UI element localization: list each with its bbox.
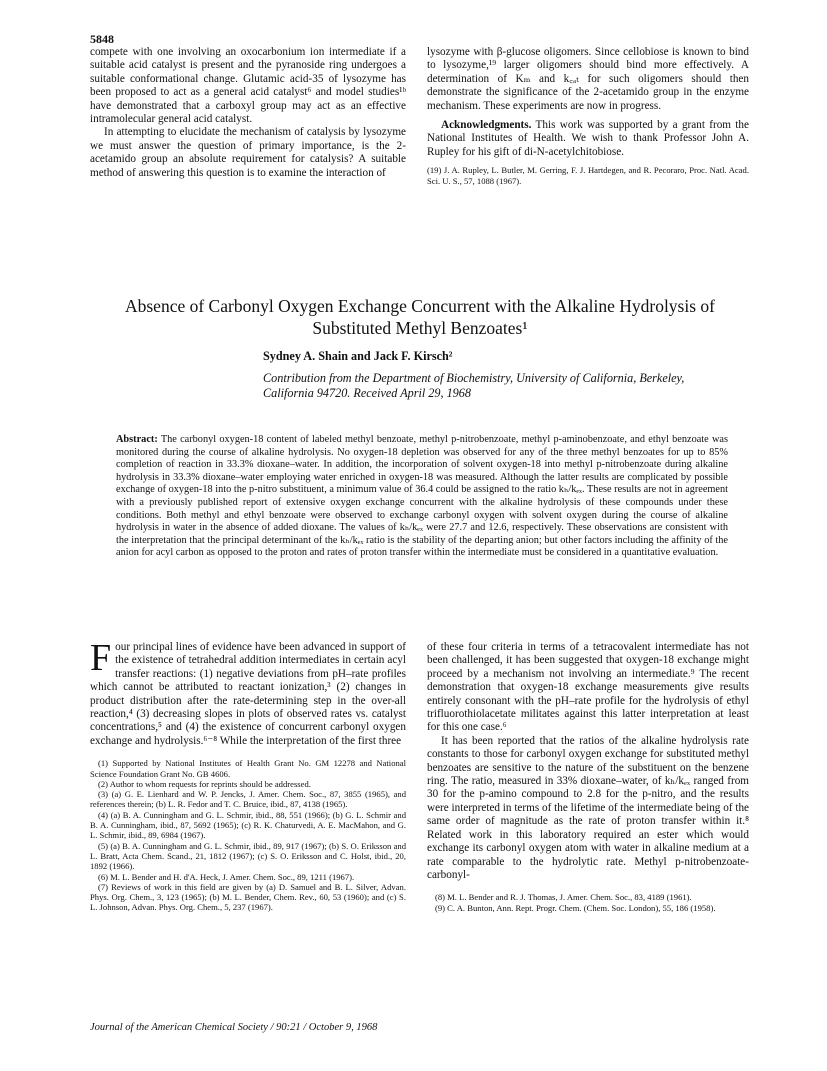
authors: Sydney A. Shain and Jack F. Kirsch² [263, 349, 453, 363]
abstract-label: Abstract: [116, 434, 158, 445]
body-right-column [427, 641, 749, 913]
paragraph: lysozyme with β-glucose oligomers. Since cellobiose is known to bind to lysozyme,¹⁹ larger oligomers should bind more effectively. A determination of Kₘ and k꜀ₐₜ for such oligomers should then demonstrate the significance of the 2-acetamido group in the enzyme mechanism. These experiments are now in progress. [427, 46, 749, 112]
footnotes-right [427, 892, 749, 913]
footnote: (5) (a) B. A. Cunningham and G. L. Schmir, ibid., 89, 917 (1967); (b) S. O. Eriksson and L. Bratt, Acta Chem. Scand., 21, 1812 (1967); (c) S. O. Eriksson and C. Holst, ibid., 20, 1892 (1966). [90, 840, 406, 872]
paragraph: It has been reported that the ratios of the alkaline hydrolysis rate constants to those for carbonyl oxygen exchange for substituted methyl benzoates are sensitive to the nature of the substituent on the benzene ring. The ratio, measured in 33% dioxane–water, of kₕ/kₑₓ ranged from 30 for the p-amino compound to 2.8 for the p-nitro, and the results were interpreted in terms of the lifetime of the intermediate being of the same order of magnitude as the rate of proton transfer within it.⁸ Related work in this laboratory required an ester which would exchange its carbonyl oxygen atom with water in alkaline medium at a rate comparable to the hydrolytic rate. Methyl p-nitrobenzoate-carbonyl- [427, 734, 749, 881]
footnote: (8) M. L. Bender and R. J. Thomas, J. Amer. Chem. Soc., 83, 4189 (1961). [435, 892, 692, 903]
paragraph: compete with one involving an oxocarbonium ion intermediate if a suitable acid catalyst is present and the pyranoside ring undergoes a suitable conformational change. Glutamic acid-35 of lysozyme has been proposed to act as a general acid catalyst⁶ and model studies¹ᵇ have demonstrated that a carboxyl group may act as an effective intramolecular general acid catalyst. [90, 46, 406, 126]
abstract [116, 434, 728, 560]
footnote: (3) (a) G. E. Lienhard and W. P. Jencks, J. Amer. Chem. Soc., 87, 3855 (1965), and references therein; (b) L. R. Fedor and T. C. Bruice, ibid., 87, 4138 (1965). [90, 789, 406, 810]
footnotes-left [90, 758, 406, 912]
paragraph: of these four criteria in terms of a tetracovalent intermediate has not been challenged, it has been suggested that oxygen-18 exchange might proceed by a mechanism not involving an intermediate.⁹ The recent demonstration that oxygen-18 exchange measurements give results entirely consonant with the pH–rate profile for the hydrolysis of ethyl trifluorothiolacetate militates against this latter interpretation at least for this one case.⁶ [427, 641, 749, 734]
reference-19: (19) J. A. Rupley, L. Butler, M. Gerring, F. J. Hartdegen, and R. Pecoraro, Proc. Natl. Acad. Sci. U. S., 57, 1088 (1967). [427, 165, 749, 186]
paragraph: our principal lines of evidence have been advanced in support of the existence of tetrahedral addition intermediates in certain acyl transfer reactions: (1) negative deviations from pH–rate profiles which cannot be attributed to reactant ionization,³ (2) changes in product distribution after the rate-determining step in the over-all reaction,⁴ (3) decreasing slopes in plots of observed rates vs. catalyst concentrations,⁵ and (4) the existence of concurrent carbonyl oxygen exchange and hydrolysis.⁶⁻⁸ While the interpretation of the first three [90, 641, 406, 747]
top-right-column [427, 46, 749, 186]
footnote: (6) M. L. Bender and H. d'A. Heck, J. Amer. Chem. Soc., 89, 1211 (1967). [98, 871, 355, 882]
footnote: (4) (a) B. A. Cunningham and G. L. Schmir, ibid., 88, 551 (1966); (b) G. L. Schmir and B. A. Cunningham, ibid., 87, 5692 (1965); (c) R. K. Chaturvedi, A. E. MacMahon, and G. L. Schmir, ibid., 89, 6984 (1967). [90, 809, 406, 841]
acknowledgments-heading: Acknowledgments. [441, 119, 532, 132]
drop-cap: F [90, 637, 112, 679]
contribution-line: Contribution from the Department of Biochemistry, University of California, Berkeley, California 94720. Received April 29, 1968 [263, 371, 685, 400]
top-left-column [90, 46, 406, 180]
paragraph: In attempting to elucidate the mechanism of catalysis by lysozyme we must answer the question of primary importance, is the 2-acetamido group an absolute requirement for catalysis? A suitable method of answering this question is to examine the interaction of [90, 126, 406, 179]
footnote: (1) Supported by National Institutes of Health Grant No. GM 12278 and National Science Foundation Grant No. GB 4606. [90, 758, 406, 779]
journal-footer: Journal of the American Chemical Society / 90:21 / October 9, 1968 [90, 1022, 378, 1033]
article-title: Absence of Carbonyl Oxygen Exchange Concurrent with the Alkaline Hydrolysis of Substituted Methyl Benzoates¹ [124, 296, 715, 338]
body-left-column [90, 637, 406, 913]
footnote: (7) Reviews of work in this field are given by (a) D. Samuel and B. L. Silver, Advan. Phys. Org. Chem., 3, 123 (1965); (b) M. L. Bender, Chem. Rev., 60, 53 (1960); and (c) S. L. Johnson, Advan. Phys. Org. Chem., 5, 237 (1967). [90, 881, 406, 913]
acknowledgments-text: This work was supported by a grant from the National Institutes of Health. We wish to thank Professor John A. Rupley for his gift of di-N-acetylchitobiose. [427, 119, 749, 158]
footnote: (2) Author to whom requests for reprints should be addressed. [98, 778, 311, 789]
footnote: (9) C. A. Bunton, Ann. Rept. Progr. Chem. (Chem. Soc. London), 55, 186 (1958). [435, 902, 716, 913]
acknowledgments [427, 119, 749, 159]
page-number: 5848 [90, 32, 114, 46]
abstract-text: The carbonyl oxygen-18 content of labeled methyl benzoate, methyl p-nitrobenzoate, methyl p-aminobenzoate, and ethyl benzoate was monitored during the course of alkaline hydrolysis. No oxygen-18 depletion was observed for any of the three methyl benzoates for up to 85% completion of reaction in 33.3% dioxane–water. In addition, the incorporation of solvent oxygen-18 into methyl p-nitrobenzoate during alkaline hydrolysis in 33.3% dioxane–water employing water enriched in oxygen-18 was measured. Although the latter results are complicated by possible exchange of oxygen-18 into the p-nitro substituent, a minimum value of 36.4 could be assigned to the ratio kₕ/kₑₓ. These results are not in agreement with a previously published report of extensive oxygen exchange concurrent with the alkaline hydrolysis of these compounds under these conditions. Both methyl and ethyl benzoate were observed to exchange carbonyl oxygen with solvent oxygen during the course of alkaline hydrolysis in water in the absence of added dioxane. The values of kₕ/kₑₓ were 27.7 and 12.6, respectively. These observations are consistent with the interpretation that the principal determinant of the kₕ/kₑₓ ratio is the stability of the departing anion; but other factors including the affinity of the anion for acyl carbon as opposed to the proton and rates of proton transfer within the intermediate must be considered in a quantitative evaluation. [116, 434, 728, 559]
